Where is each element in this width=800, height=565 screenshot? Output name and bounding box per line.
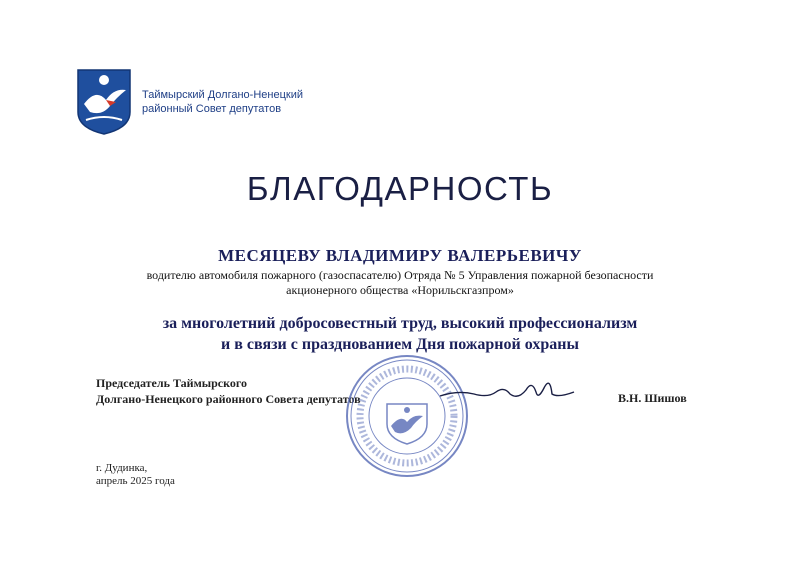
organization-line-1: Таймырский Долгано-Ненецкий [142,89,303,101]
recipient-position-line-2: акционерного общества «Норильскгазпром» [286,283,514,297]
document-date: апрель 2025 года [96,475,175,487]
organization-line-2: районный Совет депутатов [142,103,282,115]
award-reason-line-2: и в связи с празднованием Дня пожарной охраны [221,336,579,353]
place-and-date [96,462,175,488]
organization-name [142,88,303,116]
award-reason-line-1: за многолетний добросовестный труд, высокий профессионализм [162,315,638,332]
coat-of-arms-icon [76,68,132,136]
place-city: г. Дудинка, [96,462,148,474]
signatory-title-line-2: Долгано-Ненецкого районного Совета депутатов [96,392,361,406]
award-reason [0,313,800,355]
signatory-name: В.Н. Шишов [618,391,687,405]
signatory-title [96,375,361,407]
signature [438,370,578,410]
recipient-name: МЕСЯЦЕВУ ВЛАДИМИРУ ВАЛЕРЬЕВИЧУ [218,246,582,265]
recipient-position-line-1: водителю автомобиля пожарного (газоспасателю) Отряда № 5 Управления пожарной безопасности [146,268,654,282]
document-title: БЛАГОДАРНОСТЬ [246,170,554,207]
signatory-title-line-1: Председатель Таймырского [96,376,248,390]
recipient-position [0,268,800,298]
